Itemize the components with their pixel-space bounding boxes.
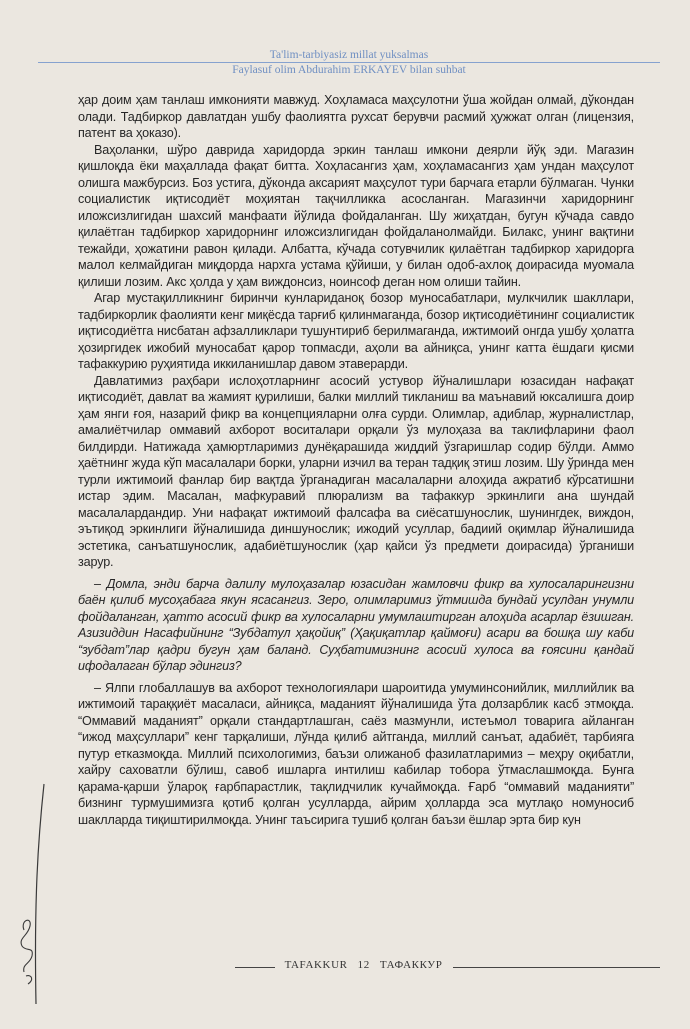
interview-answer: – Ялпи глобаллашув ва ахборот технологиялари шароитида умуминсонийлик, миллийлик ва ижтимоий тараққиёт масаласи, айниқса, маданият йўналишида ўта долзарблик касб этмоқда. “Оммавий маданият” орқали стандартлашган, саёз мазмунли, истеъмол товарига айланган “ижод маҳсуллари” кенг тарқалиши, лўнда қилиб айтганда, миллий санъат, адабиёт, тарбияга путур етказмоқда. Миллий психологимиз, баъзи олижаноб фазилатларимиз – меҳру оқибатли, хайру саховатли бўлиш, савоб ишларга интилиш кабилар тобора ўтмаслашмоқда. Бунга қарама-қарши ўлароқ ғарбпарастлик, тақлидчилик кучаймоқда. Ғарб “оммавий маданияти” бизнинг турмушимизга қотиб қолган усулларда, айрим ҳолларда эса мутлақо номуносиб шаклларда тиқиштирилмоқда. Унинг таъсирига тушиб қолган баъзи ёшлар эрта бир кун — [78, 680, 634, 827]
running-header — [38, 48, 660, 77]
footer-rule-left — [235, 967, 275, 968]
page-footer — [235, 958, 660, 980]
header-line-2: Faylasuf olim Abdurahim ERKAYEV bilan suhbat — [232, 64, 466, 76]
footer-left-label: TAFAKKUR — [284, 959, 348, 971]
footer-rule-right — [453, 967, 660, 968]
header-line-1: Ta'lim-tarbiyasiz millat yuksalmas — [269, 49, 429, 61]
handwritten-margin-note — [14, 780, 54, 1010]
footer-right-label: ТАФАККУР — [379, 959, 443, 971]
paragraph-2: Ваҳоланки, шўро даврида харидорда эркин танлаш имкони деярли йўқ эди. Магазин қишлоқда ёки маҳаллада фақат битта. Хоҳласангиз ҳам, хоҳламасангиз ҳам ундан маҳсулот олишга мажбурсиз. Боз устига, дўконда аксарият маҳсулот тури барчага етарли бўлмаган. Чунки социалистик иқтисодиёт моҳиятан тақчилликка асосланган. Магазинчи харидорнинг иложсизлигидан шахсий манфаати йўлида фойдаланган. Шу жиҳатдан, бугун кўчада савдо қилаётган тадбиркор харидорнинг иложсизлигидан фойдаланолмайди. Билакс, унинг вақтини тежайди, ҳожатини равон қилади. Албатта, кўчада сотувчилик қилаётган тадбиркор харидорга малол келмайдиган миқдорда нархга устама қўйиши, у билан одоб-ахлоқ доирасида муомала қилиши лозим. Акс ҳолда у ҳам виждонсиз, ноинсоф деган ном олиши тайин. — [78, 142, 634, 289]
page-number: 12 — [357, 959, 370, 971]
interview-question: – Домла, энди барча далилу мулоҳазалар юзасидан жамловчи фикр ва хулосаларингизни баён қилиб мусоҳабага якун ясасангиз. Зеро, олимларимиз ўтмишда бундай усулдан унумли фойдаланган, ҳатто асосий фикр ва хулосаларни умумлаштирган алоҳида асарлар ёзишган. Азизиддин Насафийнинг “Зубдатул ҳақойиқ” (Ҳақиқатлар қаймоғи) асари ва бошқа шу каби “зубдат”лар қадри бугун ҳам баланд. Суҳбатимизнинг асосий хулоса ва ғоясини қандай ифодалаган бўлар эдингиз? — [78, 576, 634, 673]
paragraph-3: Агар мустақилликнинг биринчи кунлариданоқ бозор муносабатлари, мулкчилик шакллари, тадбиркорлик фаолияти кенг миқёсда тарғиб қилинмаганда, бозор иқтисодиётининг социалистик иқтисодиётга нисбатан афзалликлари тушунтириб берилмаганда, ижтимоий онгда ушбу ҳолатга ҳозиргидек ижобий муносабат қарор топмасди, аҳоли ва айниқса, унинг катта ёшдаги қисми тафаккурию руҳиятида иккиланишлар давом этаверарди. — [78, 291, 634, 371]
paragraph-1: ҳар доим ҳам танлаш имконияти мавжуд. Хоҳламаса маҳсулотни ўша жойдан олмай, дўкондан олади. Тадбиркор давлатдан ушбу фаолиятга рухсат берувчи расмий ҳужжат олган (лицензия, патент ва ҳоказо). — [78, 93, 634, 140]
paragraph-4: Давлатимиз раҳбари ислоҳотларнинг асосий устувор йўналишлари юзасидан нафақат иқтисодиёт, давлат ва жамият қурилиши, балки миллий тикланиш ва маънавий юксалишга доир ҳам янги ғоя, назарий фикр ва концепцияларни олға сурди. Олимлар, адиблар, журналистлар, амалиётчилар оммавий ахборот воситалари орқали ўз мулоҳаза ва таклифларини фаол билдирди. Натижада ҳамюртларимиз дунёқарашида жиддий ўзгаришлар содир бўлди. Аммо ҳаётнинг жуда кўп масалалари борки, уларни изчил ва теран тадқиқ этиш лозим. Шу ўринда мен турли ижтимоий фанлар бир вақтда ўрганадиган масалаларни алоҳида ажратиб кўрсатишни истар эдим. Масалан, мафкуравий плюрализм ва тафаккур эркинлиги ана шундай масалалардандир. Уни нафақат ижтимоий фалсафа ва сиёсатшунослик, шунингдек, виждон, эътиқод эркинлиги йўналишида диншунослик; ижодий усуллар, бадиий оқимлар йўналишида эстетика, санъатшунослик, адабиётшунослик (ҳар қайси ўз предмети доирасида) ўрганиши зарур. — [78, 373, 634, 569]
footer-text — [281, 959, 446, 971]
article-body — [78, 92, 634, 828]
